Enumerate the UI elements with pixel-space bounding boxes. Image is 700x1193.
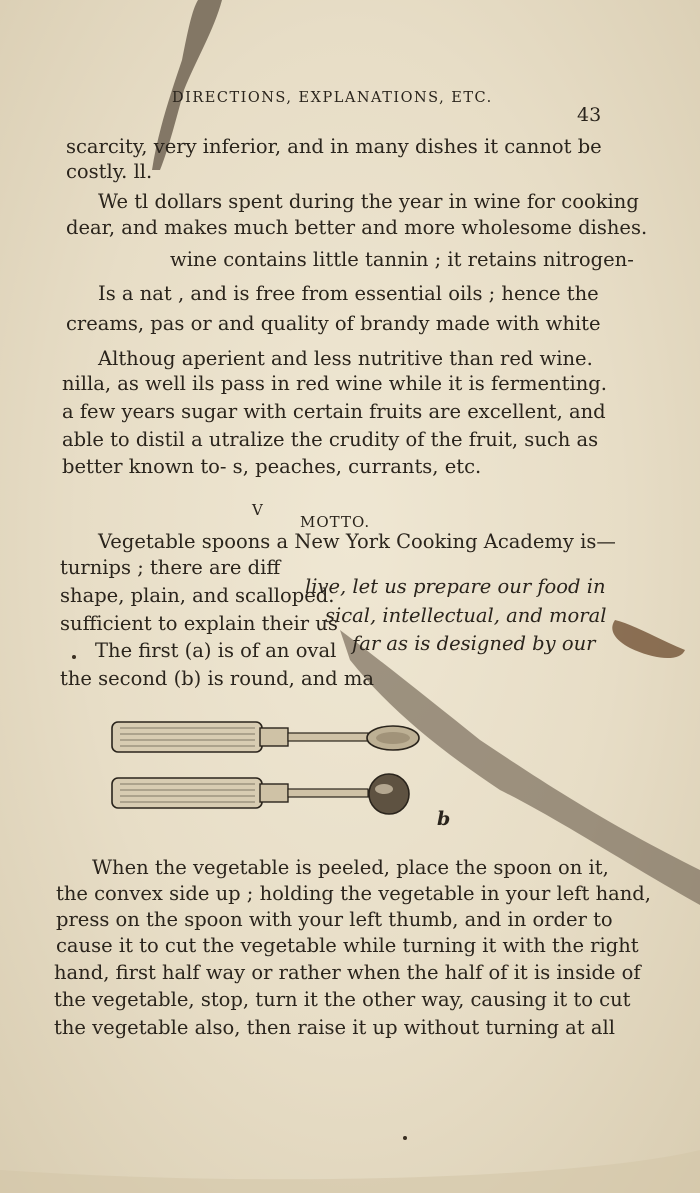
- text-line: creams, pas or and quality of brandy made with white: [66, 312, 601, 335]
- text-line: cause it to cut the vegetable while turning it with the right: [56, 934, 639, 957]
- text-line: turnips ; there are diff: [60, 556, 281, 579]
- figure-label-b: b: [437, 808, 451, 830]
- spoon-b-icon: [112, 774, 409, 814]
- text-line: the vegetable, stop, turn it the other way, causing it to cut: [54, 988, 631, 1011]
- text-line: press on the spoon with your left thumb, and in order to: [56, 908, 613, 931]
- motto-heading: MOTTO.: [300, 513, 371, 531]
- ink-speck: [72, 655, 76, 659]
- text-line: the convex side up ; holding the vegetable in your left hand,: [56, 882, 651, 905]
- text-line: When the vegetable is peeled, place the spoon on it,: [92, 856, 609, 879]
- text-line: costly. ll.: [66, 160, 153, 183]
- ink-speck: [403, 1136, 407, 1140]
- text-line: Vegetable spoons a New York Cooking Academy is—: [98, 530, 616, 553]
- text-line-italic: sical, intellectual, and moral: [325, 604, 607, 627]
- text-line: shape, plain, and scalloped.: [60, 584, 335, 607]
- text-line: Is a nat , and is free from essential oils ; hence the: [98, 282, 599, 305]
- running-title: DIRECTIONS, EXPLANATIONS, ETC.: [172, 90, 493, 106]
- text-line: sufficient to explain their us: [60, 612, 338, 635]
- text-line: the second (b) is round, and ma: [60, 667, 374, 690]
- text-line: a few years sugar with certain fruits are excellent, and: [62, 400, 606, 423]
- text-line: Althoug aperient and less nutritive than red wine.: [98, 347, 593, 370]
- v-fragment: V: [252, 501, 263, 519]
- text-line: better known to- s, peaches, currants, etc.: [62, 455, 482, 478]
- text-line: nilla, as well ils pass in red wine while it is fermenting.: [62, 372, 607, 395]
- text-line: We tl dollars spent during the year in wine for cooking: [98, 190, 639, 213]
- page-number: 43: [577, 104, 602, 126]
- spoon-a-icon: [112, 722, 419, 752]
- text-line: the vegetable also, then raise it up without turning at all: [54, 1016, 615, 1039]
- vegetable-spoons-illustration: [100, 708, 440, 818]
- text-line: wine contains little tannin ; it retains nitrogen-: [170, 248, 634, 271]
- text-line: scarcity, very inferior, and in many dishes it cannot be: [66, 135, 602, 158]
- text-line: dear, and makes much better and more wholesome dishes.: [66, 216, 648, 239]
- text-line-italic: live, let us prepare our food in: [305, 575, 606, 598]
- text-line-italic: far as is designed by our: [352, 632, 596, 655]
- text-line: The first (a) is of an oval: [95, 639, 337, 662]
- text-line: hand, first half way or rather when the half of it is inside of: [54, 961, 641, 984]
- text-line: able to distil a utralize the crudity of the fruit, such as: [62, 428, 599, 451]
